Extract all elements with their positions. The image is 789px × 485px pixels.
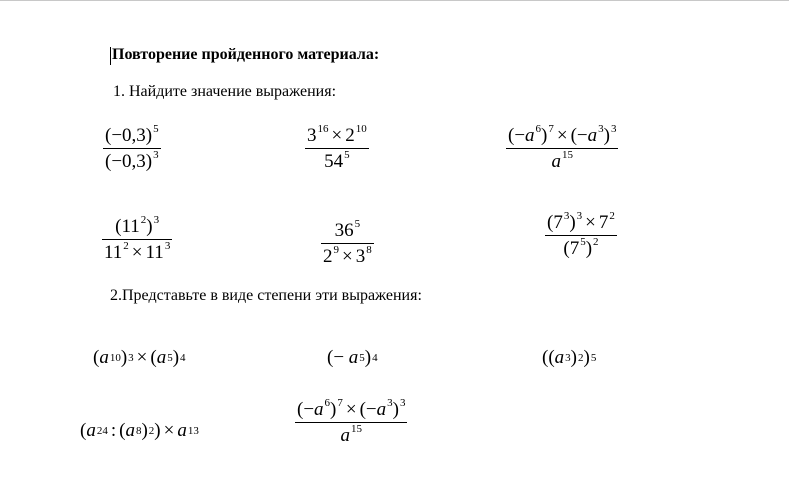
text-cursor	[110, 47, 111, 65]
expression-5: $\frac{36^5}{2^9 \times 3^8}$	[323, 218, 372, 267]
expression-10: ( a 24 : ( a 8 ) 2 ) × a 13	[80, 420, 199, 441]
expression-6: $\frac{(7^3)^3 \times 7^2}{(7^5)^2}$	[547, 210, 615, 259]
document-heading: Повторение пройденного материала:	[112, 46, 380, 63]
expression-9: (( a 3 ) 2 ) 5	[542, 347, 597, 368]
expression-3: $\frac{(-a^6)^7 \times (-a^3)^3}{a^{15}}$	[508, 123, 617, 172]
task-2-label: 2.Представьте в виде степени эти выражения:	[110, 287, 422, 304]
expression-11: $\frac{(-a^6)^7 \times (-a^3)^3}{a^{15}}$	[297, 397, 406, 446]
expression-2: $\frac{3^{16} \times 2^{10}}{54^5}$	[307, 123, 367, 172]
task-1-label: 1. Найдите значение выражения:	[113, 83, 337, 100]
expression-8: ( − a 5 ) 4	[327, 347, 378, 368]
expression-4: $\frac{(11^2)^3}{11^2 \times 11^3}$	[104, 214, 171, 263]
top-border	[0, 0, 789, 1]
expression-1: $\frac{(-0,3)^5}{(-0,3)^3}$	[105, 123, 159, 172]
expression-7: ( a 10 ) 3 × ( a 5 ) 4	[93, 347, 186, 368]
